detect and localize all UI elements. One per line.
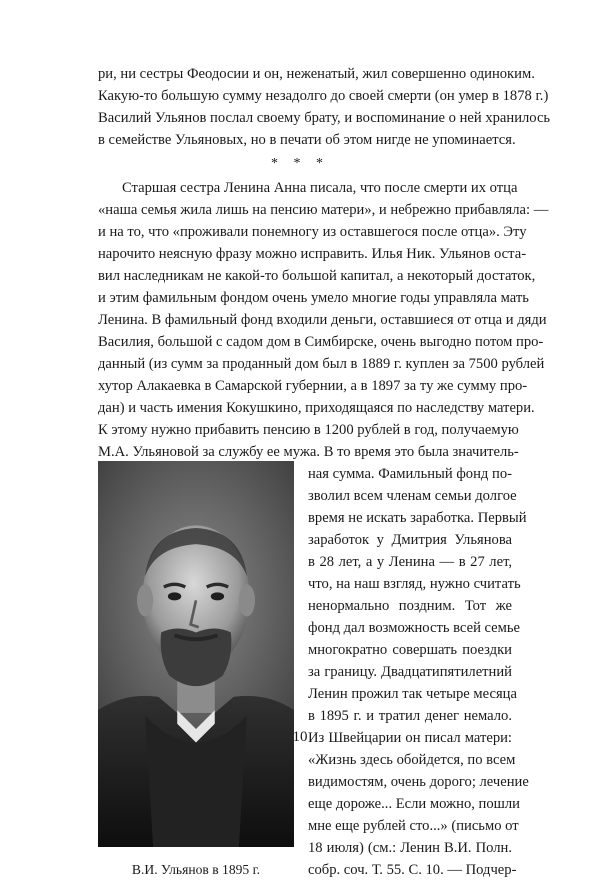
section-separator: * * * — [271, 156, 329, 171]
text-line: Василия, большой с садом дом в Симбирске, очень выгодно потом про- — [98, 334, 544, 350]
text-line: К этому нужно прибавить пенсию в 1200 рублей в год, получаемую — [98, 422, 519, 438]
text-line: и на то, что «проживали понемногу из оставшегося после отца». Эту — [98, 224, 527, 240]
page-number: 10 — [292, 729, 308, 745]
text-line: дан) и часть имения Кокушкино, приходящаяся по наследству матери. — [98, 400, 535, 416]
text-line: собр. соч. Т. 55. С. 10. — Подчер- — [308, 862, 517, 878]
text-line: еще дороже... Если можно, пошли — [308, 796, 520, 812]
text-line: фонд дал возможность всей семье — [308, 620, 521, 636]
text-line: в семействе Ульяновых, но в печати об этом нигде не упоминается. — [98, 132, 516, 148]
text-line: хутор Алакаевка в Самарской губернии, а в 1897 за ту же сумму про- — [98, 378, 528, 394]
text-line: в 1895 г. и тратил денег немало. — [308, 708, 512, 724]
text-line: 18 июля) (см.: Ленин В.И. Полн. — [308, 840, 512, 856]
text-line: в 28 лет, а у Ленина — в 27 лет, — [308, 554, 512, 570]
text-line: за границу. Двадцатипятилетний — [308, 664, 512, 680]
text-line: нарочито неясную фразу можно исправить. Илья Ник. Ульянов оста- — [98, 246, 527, 262]
text-line: данный (из сумм за проданный дом был в 1889 г. куплен за 7500 рублей — [98, 356, 545, 372]
text-line: что, на наш взгляд, нужно считать — [308, 576, 521, 592]
text-line: «Жизнь здесь обойдется, по всем — [308, 752, 516, 768]
text-line: зволил всем членам семьи долгое — [308, 488, 517, 504]
text-line: ненормально поздним. Тот же — [308, 598, 512, 614]
text-line: заработок у Дмитрия Ульянова — [308, 532, 512, 548]
text-line: вил наследникам не какой-то большой капитал, а некоторый достаток, — [98, 268, 536, 284]
portrait-photo — [98, 461, 294, 847]
text-line: ри, ни сестры Феодосии и он, неженатый, жил совершенно одиноким. — [98, 66, 535, 82]
photo-caption: В.И. Ульянов в 1895 г. — [131, 862, 261, 877]
text-line: многократно совершать поездки — [308, 642, 512, 658]
text-line: М.А. Ульяновой за службу ее мужа. В то время это была значитель- — [98, 444, 519, 460]
portrait-illustration — [98, 461, 294, 847]
text-line: Из Швейцарии он писал матери: — [308, 730, 512, 746]
text-line: видимостям, очень дорого; лечение — [308, 774, 529, 790]
text-line: Ленина. В фамильный фонд входили деньги, оставшиеся от отца и дяди — [98, 312, 547, 328]
text-line: ная сумма. Фамильный фонд по- — [308, 466, 512, 482]
text-line: «наша семья жила лишь на пенсию матери», и небрежно прибавляла: — — [98, 202, 549, 218]
text-line: время не искать заработка. Первый — [308, 510, 527, 526]
text-line: Старшая сестра Ленина Анна писала, что после смерти их отца — [122, 180, 518, 196]
text-line: Василий Ульянов послал своему брату, и воспоминание о ней хранилось — [98, 110, 551, 126]
text-line: Какую-то большую сумму незадолго до своей смерти (он умер в 1878 г.) — [98, 88, 549, 104]
text-line: Ленин прожил так четыре месяца — [308, 686, 517, 702]
text-line: и этим фамильным фондом очень умело многие годы управляла мать — [98, 290, 529, 306]
text-line: мне еще рублей сто...» (письмо от — [308, 818, 519, 834]
